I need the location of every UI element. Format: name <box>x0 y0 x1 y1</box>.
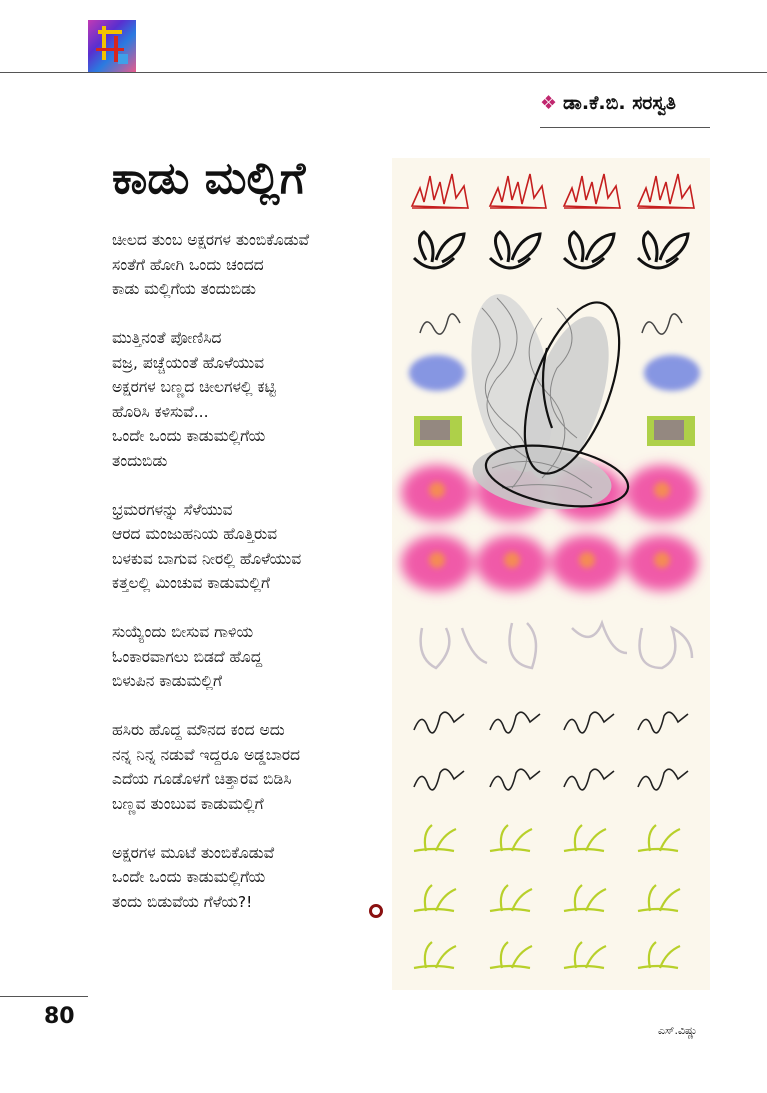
poem-line: ಬಿಳುಪಿನ ಕಾಡುಮಲ್ಲಿಗೆ <box>112 672 222 690</box>
stanza <box>112 841 382 915</box>
stanza <box>112 620 382 694</box>
poem-line: ನನ್ನ ನಿನ್ನ ನಡುವೆ ಇದ್ದರೂ ಅಡ್ಡಬಾರದ <box>112 745 301 764</box>
poem-line: ಆರದ ಮಂಜುಹನಿಯ ಹೊತ್ತಿರುವ <box>112 525 278 543</box>
poem-line: ಅಕ್ಷರಗಳ ಮೂಟೆ ತುಂಬಿಕೊಡುವೆ <box>112 843 275 862</box>
header-rule <box>0 72 767 73</box>
poem-line: ಎದೆಯ ಗೂಡೊಳಗೆ ಚಿತ್ತಾರವ ಬಿಡಿಸಿ <box>112 770 292 788</box>
stanza <box>112 228 382 302</box>
circle-bullet-icon <box>369 904 383 918</box>
poem-line: ಹಸಿರು ಹೊದ್ದ ಮೌನದ ಕಂದ ಅದು <box>112 721 285 739</box>
poem-line: ಒಂದೇ ಒಂದು ಕಾಡುಮಲ್ಲಿಗೆಯ <box>112 868 266 886</box>
dark-squiggle-rows <box>414 712 688 790</box>
poem-line: ತಂದುಬಿಡು <box>112 451 168 470</box>
magazine-logo-icon <box>88 20 136 72</box>
poem-line: ಸಂತೆಗೆ ಹೋಗಿ ಒಂದು ಚಂದದ <box>112 255 264 274</box>
poem-line: ಅಕ್ಷರಗಳ ಬಣ್ಣದ ಚೀಲಗಳಲ್ಲಿ ಕಟ್ಟಿ <box>112 378 276 396</box>
poem-body <box>112 228 382 939</box>
stanza <box>112 718 382 816</box>
author-byline <box>540 92 676 114</box>
poem-line: ಓಂಕಾರವಾಗಲು ಬಿಡದೆ ಹೊದ್ದ <box>112 647 263 666</box>
leaf-sprout-row <box>414 232 688 268</box>
faint-script-row <box>421 623 692 668</box>
poem-line: ಒಂದೇ ಒಂದು ಕಾಡುಮಲ್ಲಿಗೆಯ <box>112 427 266 445</box>
footer-rule <box>0 996 88 997</box>
poem-line: ಬಣ್ಣವ ತುಂಬುವ ಕಾಡುಮಲ್ಲಿಗೆ <box>112 794 264 813</box>
poem-line: ಹೊರಿಸಿ ಕಳಿಸುವೆ... <box>112 402 209 421</box>
author-rule <box>540 127 710 128</box>
author-name: ಡಾ.ಕೆ.ಬಿ. ಸರಸ್ವತಿ <box>563 92 676 114</box>
illustration-artwork <box>392 158 710 990</box>
poem-line: ಚೀಲದ ತುಂಬ ಅಕ್ಷರಗಳ ತುಂಬಿಕೊಡುವೆ <box>112 231 310 249</box>
poem-line: ತಂದು ಬಿಡುವೆಯ ಗೆಳೆಯ?! <box>112 892 253 911</box>
poem-line: ಕಾಡು ಮಲ್ಲಿಗೆಯ ತಂದುಬಿಡು <box>112 280 256 298</box>
poem-line: ಕತ್ತಲಲ್ಲಿ ಮಿಂಚುವ ಕಾಡುಮಲ್ಲಿಗೆ <box>112 574 270 592</box>
page-number: 80 <box>44 1004 75 1029</box>
diamond-icon: ❖ <box>540 92 558 114</box>
poem-line: ವಜ್ರ, ಪಚ್ಚೆಯಂತೆ ಹೊಳೆಯುವ <box>112 353 265 372</box>
stanza <box>112 498 382 596</box>
poem-line: ಭ್ರಮರಗಳನ್ನು ಸೆಳೆಯುವ <box>112 500 233 519</box>
poem-line: ಮುತ್ತಿನಂತೆ ಪೋಣಿಸಿದ <box>112 329 222 347</box>
poem-line: ಬಳಕುವ ಬಾಗುವ ನೀರಲ್ಲಿ ಹೊಳೆಯುವ <box>112 549 302 568</box>
poem-title: ಕಾಡು ಮಲ್ಲಿಗೆ <box>112 153 306 204</box>
illustration-panel <box>392 158 710 990</box>
red-grass-row <box>412 174 694 208</box>
green-sprig-rows <box>414 825 680 968</box>
stanza <box>112 326 382 473</box>
poem-line: ಸುಯ್ಯೆಂದು ಬೀಸುವ ಗಾಳಿಯ <box>112 623 254 641</box>
squiggle-row <box>420 314 682 334</box>
illustration-credit: ಎಸ್.ವಿಷ್ಣು <box>658 1024 698 1037</box>
